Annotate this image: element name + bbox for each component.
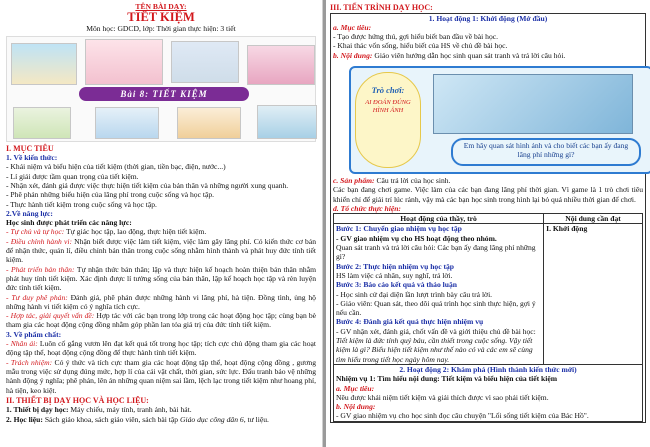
qualities-title: 3. Về phẩm chất: xyxy=(6,329,62,339)
equipment-item: 1. Thiết bị dạy học: Máy chiếu, máy tính, tranh ảnh, bài hát. xyxy=(6,405,192,415)
content-2-label: b. Nội dung: xyxy=(336,402,376,412)
section-process-title: III. TIẾN TRÌNH DẠY HỌC: xyxy=(330,3,433,12)
quality-item: - Trách nhiệm: Có ý thức và tích cực tham gia các hoạt động tập thể, hoạt động cộng đồng , gương mẫu trong việc sử dụng đúng mức, hợp lí của cải vật chất, thời gian, sức lực. Đấu tranh bảo vệ những hành động ý nghĩa; phê phán, lên án những quan niệm sai lầm, lệch lạc trong tiết kiệm như hoang phí, hà tiện, keo kiệt. xyxy=(6,357,317,395)
banner-title: Bài 8: TIẾT KIỆM xyxy=(79,87,249,101)
lesson-heading-label: TÊN BÀI DẠY: xyxy=(135,2,187,11)
qualities-list xyxy=(6,339,316,395)
competency-item: - Điều chỉnh hành vi: Nhận biết được việc làm tiết kiệm, việc làm gây lãng phí. Có kiến thức cơ bản để nhận thức, quản lí, điều chỉnh bản thân trong cuộc sống nhằm hình thành và phát huy đức tính tiết kiệm. xyxy=(6,236,317,265)
competency-item: - Hợp tác, giải quyết vấn đề: Hợp tác với các bạn trong lớp trong các hoạt động học tập; cùng bạn bè tham gia các hoạt động cộng đồng nhằm góp phần lan tỏa giá trị của đức tính tiết kiệm. xyxy=(6,311,316,330)
competency-item: - Tư duy phê phán: Đánh giá, phê phán được những hành vi lãng phí, hà tiện. Đồng tình, ủng hộ những hành vi tiết kiệm có ý nghĩa tích cực. xyxy=(6,292,316,311)
product-line: c. Sản phẩm: Câu trả lời của học sinh. xyxy=(333,175,451,185)
competency-list xyxy=(6,227,316,329)
knowledge-item: - Nhận xét, đánh giá được việc thực hiện tiết kiệm của bản thân và những người xung quanh. xyxy=(6,180,289,190)
activity-2-title: 2. Hoạt động 2: Khám phá (Hình thành kiến thức mới) xyxy=(399,364,577,374)
content-heading: I. Khởi động xyxy=(546,224,588,234)
table-activities-cell xyxy=(334,224,544,364)
game-tag: Trò chơi: xyxy=(371,84,405,95)
objective-line: - Tạo được hứng thú, gợi hiểu biết ban đầu về bài học. xyxy=(333,32,499,42)
game-subtitle: AI ĐOÁN ĐÚNG HÌNH ẢNH xyxy=(365,98,411,114)
objective-line: - Khai thác vốn sống, hiểu biết của HS về chủ đề bài học. xyxy=(333,41,508,51)
step-line: - GV nhận xét, đánh giá, chốt vấn đề và giới thiệu chủ đề bài học: xyxy=(336,326,536,336)
activity-table xyxy=(333,213,643,422)
materials-item: 2. Học liệu: Sách giáo khoa, sách giáo viên, sách bài tập Giáo dục công dân 6, tư liệu. xyxy=(6,414,269,424)
lesson-banner-image xyxy=(6,36,316,142)
subject-line: Môn học: GDCD, lớp: Thời gian thực hiện: 3 tiết xyxy=(86,24,236,34)
table-header-content: Nội dung cần đạt xyxy=(544,214,643,224)
step-line: Quan sát tranh và trả lời câu hỏi: Các bạn ấy đang lãng phí những gì? xyxy=(336,243,536,262)
competency-title: 2.Về năng lực: xyxy=(6,208,53,218)
right-page xyxy=(326,0,650,447)
product-paragraph: Các bạn đang chơi game. Việc làm của các bạn đang lãng phí thời gian. Vì game là 1 trò chơi tiêu khiển chỉ để giải trí lúc rảnh, vậy mà các bạn học sinh trong hình lại bỏ quá nhiều thời gian để chơi. xyxy=(333,185,643,204)
organization-label: d. Tổ chức thực hiện: xyxy=(333,203,401,213)
content-line: b. Nội dung: Giáo viên hướng dẫn học sinh quan sát tranh và trả lời câu hỏi. xyxy=(333,50,566,60)
knowledge-item: - Phê phán những biểu hiện của lãng phí trong cuộc sống và học tập. xyxy=(6,190,215,200)
knowledge-list xyxy=(6,162,316,208)
competency-item: - Tự chủ và tự học: Tự giác học tập, lao động, thực hiện tiết kiệm. xyxy=(6,227,207,237)
step-line: - Giáo viên: Quan sát, theo dõi quá trình học sinh thực hiện, gợi ý nếu cần. xyxy=(336,298,536,318)
step-line: HS làm việc cá nhân, suy nghĩ, trả lời. xyxy=(336,270,453,280)
section-equipment-title: II. THIẾT BỊ DẠY HỌC VÀ HỌC LIỆU: xyxy=(6,395,149,405)
lesson-title: TIẾT KIỆM xyxy=(127,10,195,25)
table-header-activities: Hoạt động của thầy, trò xyxy=(334,214,544,224)
content-2-text: - GV giao nhiệm vụ cho học sinh đọc câu chuyện "Lối sống tiết kiệm của Bác Hồ". xyxy=(336,411,589,421)
section-objectives-title: I. MỤC TIÊU xyxy=(6,143,54,153)
activity-1-box xyxy=(330,13,646,423)
game-question: Em hãy quan sát hình ảnh và cho biết các bạn ấy đang lãng phí những gì? xyxy=(451,138,641,166)
game-picture-kids-playing xyxy=(433,74,633,134)
banner-picture-1 xyxy=(11,43,77,85)
objective-2-text: Nêu được khái niệm tiết kiệm và giải thích được vì sao phải tiết kiệm. xyxy=(336,392,549,402)
competency-item: - Phát triển bản thân: Tự nhận thức bản thân; lập và thực hiện kế hoạch hoàn thiện bản thân nhằm phát huy tính tiết kiệm. Xác định được lí tưởng sống của bản thân, lập kế hoạch học tập và rèn luyện đức tính tiết kiệm. xyxy=(6,264,316,293)
activity-2-row xyxy=(334,364,643,421)
step-conclusion: Tiết kiệm là đức tính quý báu, cần thiết trong cuộc sống. Vậy tiết kiệm là gì? Biểu hiện tiết kiệm như thế nào có và các em sẽ cùng tìm hiểu trong tiết học ngày hôm nay. xyxy=(336,336,533,364)
activity-1-title: 1. Hoạt động 1: Khởi động (Mở đầu) xyxy=(428,13,548,23)
left-page xyxy=(0,0,323,447)
banner-picture-6 xyxy=(95,107,159,139)
objective-label: a. Mục tiêu: xyxy=(333,22,372,32)
mission-1-title: Nhiệm vụ 1: Tìm hiểu nội dung: Tiết kiệm và biểu hiện của tiết kiệm xyxy=(336,374,558,384)
banner-picture-5 xyxy=(13,107,71,139)
step-title: Bước 1: Chuyển giao nhiệm vụ học tập xyxy=(336,224,462,234)
banner-picture-7 xyxy=(177,107,241,139)
step-line: - Học sinh cử đại diện lần lượt trình bày câu trả lời. xyxy=(336,289,493,299)
knowledge-item: - Khái niệm và biểu hiện của tiết kiệm (thời gian, tiền bạc, điện, nước...) xyxy=(6,162,226,172)
banner-picture-2 xyxy=(85,39,163,85)
banner-piggy-bank-picture xyxy=(247,45,315,85)
step-title: Bước 3: Báo cáo kết quả và thảo luận xyxy=(336,280,457,290)
game-image xyxy=(333,62,643,174)
knowledge-item: - Lí giải được tầm quan trọng của tiết kiệm. xyxy=(6,171,139,181)
game-badge xyxy=(355,72,421,168)
banner-picture-3 xyxy=(171,41,239,83)
banner-picture-8 xyxy=(257,105,317,139)
quality-item: - Nhân ái: Luôn cố gắng vươn lên đạt kết quả tốt trong học tập; tích cực chủ động tham gia các hoạt động tập thể, hoạt động cộng đồng để thực hành tính tiết kiệm. xyxy=(6,339,317,358)
competency-lead: Học sinh được phát triển các năng lực: xyxy=(6,218,132,228)
step-title: Bước 4: Đánh giá kết quả thực hiện nhiệm vụ xyxy=(336,317,484,327)
step-line: - GV giao nhiệm vụ cho HS hoạt động theo nhóm. xyxy=(336,233,497,243)
knowledge-item: - Thực hành tiết kiệm trong cuộc sống và học tập. xyxy=(6,199,157,209)
step-title: Bước 2: Thực hiện nhiệm vụ học tập xyxy=(336,261,455,271)
table-content-cell xyxy=(544,224,643,364)
knowledge-title: 1. Về kiến thức: xyxy=(6,153,58,163)
objective-2-label: a. Mục tiêu: xyxy=(336,383,375,393)
